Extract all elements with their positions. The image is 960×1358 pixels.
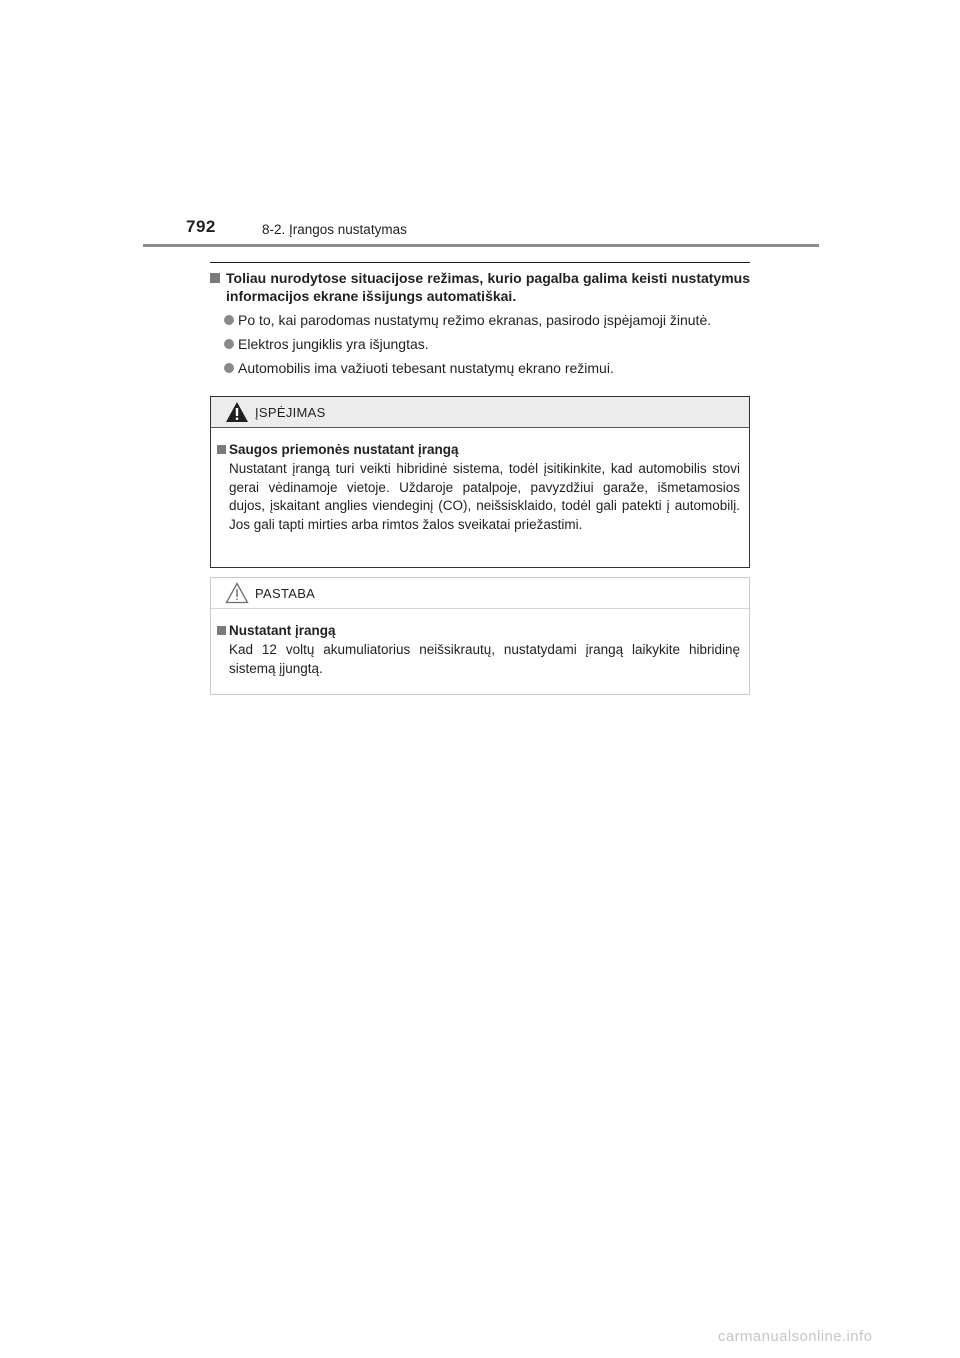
notice-box-title: PASTABA [255,586,316,601]
notice-box [210,577,750,695]
list-item-text: Elektros jungiklis yra išjungtas. [238,336,429,352]
warning-text: Nustatant įrangą turi veikti hibridinė sistema, todėl įsitikinkite, kad automobilis stovi gerai vėdinamoje vietoje. Uždaroje patalpoje, pavyzdžiui garaže, išmetamosios dujos, įskaitant anglies viendeginį (CO), neišsisklaido, todėl gali patekti į automobilį. Jos gali tapti mirties arba rimtos žalos sveikatai priežastimi. [229,461,740,532]
watermark: carmanualsonline.info [718,1328,873,1345]
intro-heading-text: Toliau nurodytose situacijose režimas, kurio pagalba galima keisti nustatymus informacijos ekrane išsijungs automatiškai. [226,270,750,304]
square-bullet-icon [217,445,226,454]
notice-box-header [211,578,749,609]
warning-box-title: ĮSPĖJIMAS [255,405,326,420]
intro-divider [210,262,750,263]
list-item [210,335,750,353]
page-number: 792 [186,217,216,236]
section-title: 8-2. Įrangos nustatymas [262,222,407,237]
notice-heading [217,622,740,640]
list-item [210,359,750,377]
caution-outline-triangle-icon [225,582,249,604]
list-item-text: Po to, kai parodomas nustatymų režimo ekranas, pasirodo įspėjamoji žinutė. [238,312,712,328]
list-item-text: Automobilis ima važiuoti tebesant nustatymų ekrano režimui. [238,360,614,376]
intro-heading [210,269,750,305]
warning-heading-text: Saugos priemonės nustatant įrangą [229,442,459,457]
round-bullet-icon [224,339,234,349]
square-bullet-icon [217,626,226,635]
square-bullet-icon [210,273,220,283]
warning-box-body [211,428,749,534]
warning-triangle-icon [225,401,249,423]
warning-heading [217,441,740,459]
warning-box [210,396,750,568]
header-divider [143,244,819,247]
notice-box-body [211,609,749,678]
notice-text: Kad 12 voltų akumuliatorius neišsikrautų, nustatydami įrangą laikykite hibridinę sistemą įjungtą. [229,642,740,676]
intro-section [210,262,750,383]
notice-heading-text: Nustatant įrangą [229,623,336,638]
round-bullet-icon [224,363,234,373]
warning-box-header [211,397,749,428]
list-item [210,311,750,329]
round-bullet-icon [224,315,234,325]
